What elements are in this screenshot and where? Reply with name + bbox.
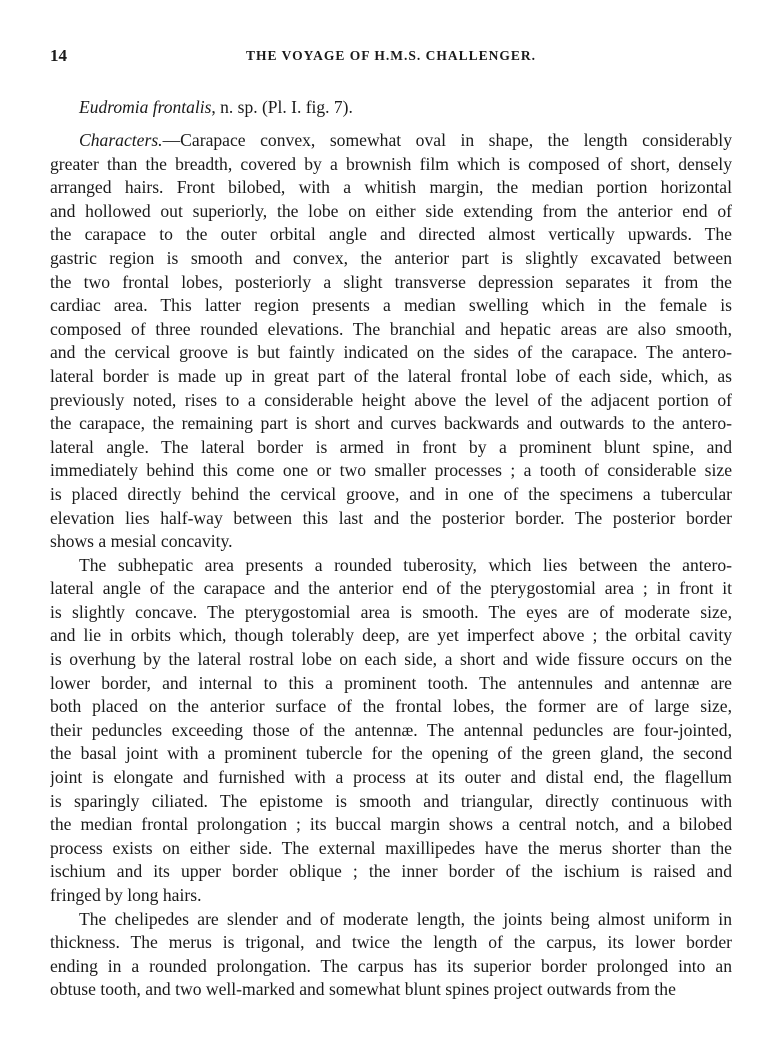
line-text: cardiac area. This latter region presents a median swelling which in the female is (50, 295, 732, 316)
text-line (50, 813, 732, 837)
line-text: composed of three rounded elevations. The branchial and hepatic areas are also smooth, (50, 318, 732, 339)
text-line (50, 223, 732, 247)
text-line (50, 695, 732, 719)
lead-italic: Characters. (79, 130, 163, 150)
text-line (50, 483, 732, 507)
line-text: lateral angle. The lateral border is armed in front by a prominent blunt spine, and (50, 436, 732, 457)
page-number: 14 (50, 46, 67, 65)
line-text: both placed on the anterior surface of the frontal lobes, the former are of large size, (50, 696, 732, 717)
text-line (50, 389, 732, 413)
line-text: arranged hairs. Front bilobed, with a whitish margin, the median portion horizontal (50, 177, 732, 198)
text-line (50, 129, 732, 153)
line-text: thickness. The merus is trigonal, and twice the length of the carpus, its lower border (50, 932, 732, 953)
text-line (50, 436, 732, 460)
paragraph (50, 554, 732, 908)
line-text: —Carapace convex, somewhat oval in shape, the length considerably (162, 130, 732, 150)
paragraph (50, 908, 732, 1002)
text-line (50, 577, 732, 601)
line-text: the carapace to the outer orbital angle and directed almost vertically upwards. The (50, 224, 732, 245)
text-line (50, 271, 732, 295)
line-text: is overhung by the lateral rostral lobe on each side, a short and wide fissure occurs on the (50, 649, 732, 670)
text-line (50, 955, 732, 979)
text-line (50, 153, 732, 177)
line-text: ischium and its upper border oblique ; the inner border of the ischium is raised and (50, 861, 732, 882)
text-line (50, 860, 732, 884)
line-text: lateral border is made up in great part of the lateral frontal lobe of each side, which, as (50, 365, 732, 386)
running-title: THE VOYAGE OF H.M.S. CHALLENGER. (245, 48, 537, 63)
line-text: the basal joint with a prominent tubercle for the opening of the green gland, the second (50, 743, 732, 764)
text-line (50, 459, 732, 483)
line-text: ending in a rounded prolongation. The carpus has its superior border prolonged into an (50, 955, 732, 976)
line-text: previously noted, rises to a considerable height above the level of the adjacent portion of (50, 389, 732, 410)
line-text: fringed by long hairs. (50, 885, 202, 905)
line-text: is slightly concave. The pterygostomial area is smooth. The eyes are of moderate size, (50, 601, 732, 622)
text-line (50, 294, 732, 318)
text-line (50, 507, 732, 531)
text-line (50, 200, 732, 224)
species-name: Eudromia frontalis (79, 97, 212, 117)
text-line (50, 341, 732, 365)
line-text: and the cervical groove is but faintly indicated on the sides of the carapace. The antero- (50, 342, 732, 363)
text-line (50, 719, 732, 743)
text-line (50, 648, 732, 672)
text-line (50, 365, 732, 389)
line-text: is sparingly ciliated. The epistome is smooth and triangular, directly continuous with (50, 790, 732, 811)
species-heading (79, 97, 353, 118)
text-line (50, 412, 732, 436)
line-text: gastric region is smooth and convex, the anterior part is slightly excavated between (50, 247, 732, 268)
line-text: the two frontal lobes, posteriorly a slight transverse depression separates it from the (50, 271, 732, 292)
species-reference: , n. sp. (Pl. I. fig. 7). (211, 97, 353, 117)
running-head (50, 46, 732, 68)
text-line (50, 978, 732, 1002)
line-text: process exists on either side. The external maxillipedes have the merus shorter than the (50, 837, 732, 858)
text-line (50, 790, 732, 814)
text-line (50, 554, 732, 578)
line-text: and hollowed out superiorly, the lobe on either side extending from the anterior end of (50, 200, 732, 221)
line-text: greater than the breadth, covered by a brownish film which is composed of short, densely (50, 153, 732, 174)
text-line (50, 766, 732, 790)
line-text: lower border, and internal to this a prominent tooth. The antennules and antennæ are (50, 672, 732, 693)
text-line (50, 530, 732, 554)
body-text (50, 129, 732, 1002)
paragraph (50, 129, 732, 554)
text-line (50, 624, 732, 648)
text-line (50, 672, 732, 696)
text-line (50, 318, 732, 342)
text-line (50, 176, 732, 200)
line-text: lateral angle of the carapace and the anterior end of the pterygostomial area ; in front it (50, 578, 732, 599)
text-line (50, 908, 732, 932)
line-text: the median frontal prolongation ; its buccal margin shows a central notch, and a bilobed (50, 814, 732, 835)
line-text: The chelipedes are slender and of moderate length, the joints being almost uniform in (79, 908, 732, 929)
line-text: elevation lies half-way between this last and the posterior border. The posterior border (50, 507, 732, 528)
line-text: immediately behind this come one or two smaller processes ; a tooth of considerable size (50, 460, 732, 481)
line-text: shows a mesial concavity. (50, 531, 233, 552)
line-text: the carapace, the remaining part is short and curves backwards and outwards to the antero- (50, 413, 732, 434)
text-line (50, 742, 732, 766)
line-text: joint is elongate and furnished with a process at its outer and distal end, the flagellum (50, 767, 732, 788)
line-text: and lie in orbits which, though tolerably deep, are yet imperfect above ; the orbital cavity (50, 625, 732, 646)
text-line (50, 601, 732, 625)
text-line (50, 247, 732, 271)
line-text: obtuse tooth, and two well-marked and somewhat blunt spines project outwards from the (50, 979, 676, 1000)
line-text: their peduncles exceeding those of the antennæ. The antennal peduncles are four-jointed, (50, 719, 732, 740)
line-text: is placed directly behind the cervical groove, and in one of the specimens a tubercular (50, 483, 732, 504)
text-line (50, 837, 732, 861)
line-text: The subhepatic area presents a rounded tuberosity, which lies between the antero- (79, 554, 732, 575)
text-line (50, 884, 732, 908)
text-line (50, 931, 732, 955)
